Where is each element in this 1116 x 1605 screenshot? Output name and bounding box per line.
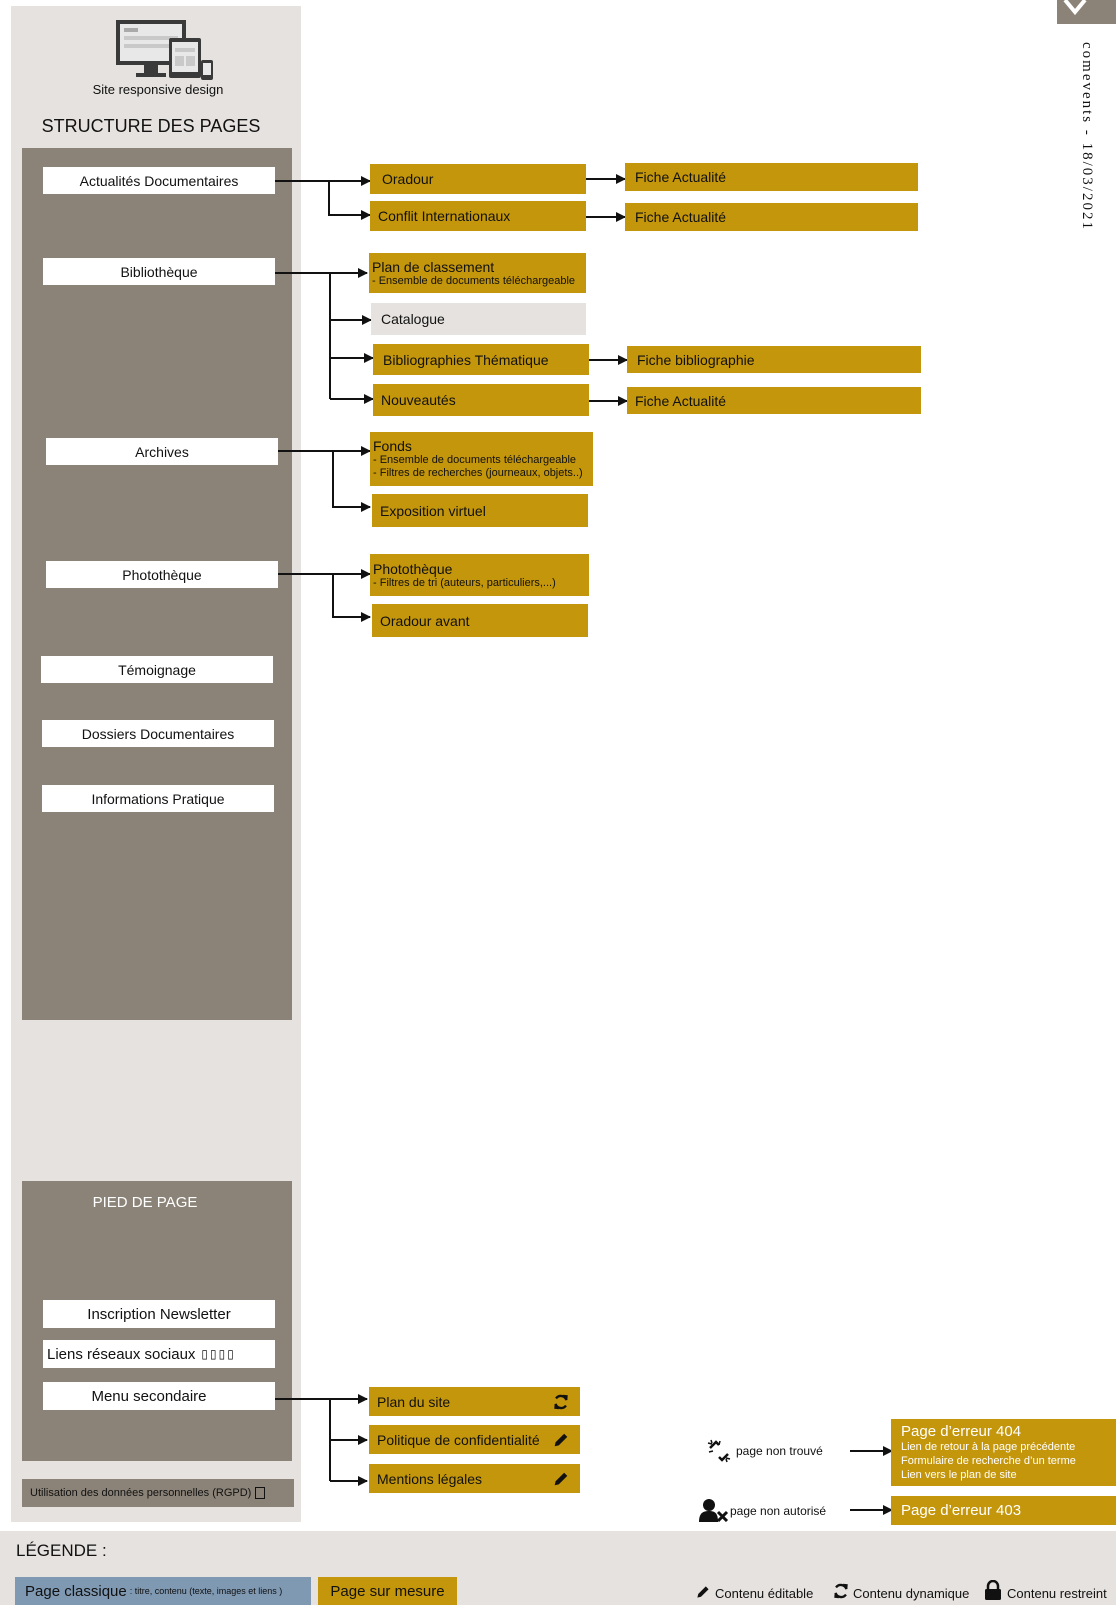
error-404-line-2: Formulaire de recherche d’un terme [901, 1455, 1076, 1467]
not-found-label: page non trouvé [736, 1444, 823, 1458]
page-exposition-virtuel[interactable]: Exposition virtuel [372, 494, 588, 527]
structure-title: STRUCTURE DES PAGES [41, 116, 261, 136]
page-fiche-bibliographie[interactable]: Fiche bibliographie [627, 346, 921, 373]
user-forbidden-icon [699, 1498, 729, 1522]
social-links-label: Liens réseaux sociaux [47, 1345, 196, 1363]
error-403-title: Page d’erreur 403 [901, 1502, 1022, 1519]
pencil-icon [695, 1584, 711, 1600]
nav-item-dossiers[interactable]: Dossiers Documentaires [42, 720, 274, 747]
mentions-label: Mentions légales [377, 1470, 483, 1487]
error-404-title: Page d’erreur 404 [901, 1423, 1022, 1440]
corner-logo [1057, 0, 1116, 24]
politique-label: Politique de confidentialité [377, 1431, 540, 1448]
footer-newsletter[interactable]: Inscription Newsletter [43, 1300, 275, 1328]
plan-du-site-label: Plan du site [377, 1393, 451, 1410]
phototeque-title: Photothèque [373, 560, 453, 577]
page-oradour[interactable]: Oradour [370, 164, 586, 194]
page-fonds[interactable] [370, 432, 593, 486]
fonds-title: Fonds [373, 438, 412, 455]
page-nouveautes[interactable]: Nouveautés [373, 384, 589, 416]
refresh-icon [832, 1582, 850, 1600]
refresh-icon [552, 1393, 570, 1411]
page-politique-confidentialite[interactable] [369, 1425, 580, 1454]
legend-editable: Contenu éditable [715, 1586, 814, 1601]
error-404-line-3: Lien vers le plan de site [901, 1469, 1017, 1481]
legend-classique-label: Page classique [25, 1582, 127, 1600]
forbidden-label: page non autorisé [730, 1504, 827, 1518]
nav-item-temoignage[interactable]: Témoignage [41, 656, 273, 683]
error-403-box[interactable] [891, 1496, 1116, 1525]
social-icons: ▯▯▯▯ [201, 1347, 236, 1361]
footer-menu-secondaire[interactable]: Menu secondaire [43, 1382, 275, 1410]
page-phototeque[interactable] [370, 554, 589, 596]
error-404-box[interactable] [891, 1419, 1116, 1486]
page-bibliographies[interactable]: Bibliographies Thématique [373, 344, 589, 375]
page-plan-classement[interactable] [369, 253, 586, 293]
legend-restreint: Contenu restreint [1007, 1586, 1107, 1601]
page-mentions-legales[interactable] [369, 1464, 580, 1493]
nav-item-phototeque[interactable]: Photothèque [46, 561, 278, 588]
legend-title: LÉGENDE : [16, 1541, 107, 1560]
nav-item-bibliotheque[interactable]: Bibliothèque [43, 258, 275, 285]
page-oradour-avant[interactable]: Oradour avant [372, 604, 588, 637]
rgpd-label: Utilisation des données personnelles (RGPD) [30, 1487, 252, 1499]
nav-item-actualites[interactable]: Actualités Documentaires [43, 167, 275, 194]
page-fiche-actualite-1[interactable]: Fiche Actualité [625, 163, 918, 191]
lock-icon [984, 1580, 1002, 1600]
broken-link-icon [706, 1438, 732, 1464]
fonds-sub-1: - Ensemble de documents téléchargeable [373, 454, 577, 467]
error-404-line-1: Lien de retour à la page précédente [901, 1441, 1076, 1453]
legend-page-sur-mesure: Page sur mesure [318, 1577, 457, 1605]
fonds-sub-2: - Filtres de recherches (journeaux, objets..) [373, 467, 583, 480]
footer-title: PIED DE PAGE [92, 1194, 198, 1211]
page-conflit-internationaux[interactable]: Conflit Internationaux [370, 201, 586, 231]
phototeque-sub: - Filtres de tri (auteurs, particuliers,...) [373, 576, 556, 589]
plan-classement-title: Plan de classement [372, 258, 495, 275]
legend-dynamique: Contenu dynamique [853, 1586, 970, 1601]
plan-classement-sub: - Ensemble de documents téléchargeable [372, 274, 576, 287]
legend-classique-sub: : titre, contenu (texte, images et liens ) [129, 1586, 283, 1596]
corner-vertical-text: comevents - 18/03/2021 [1079, 42, 1095, 231]
device-caption: Site responsive design [92, 82, 224, 97]
nav-item-archives[interactable]: Archives [46, 438, 278, 465]
legend-page-classique [15, 1577, 311, 1605]
pencil-icon [552, 1470, 570, 1488]
page-catalogue[interactable]: Catalogue [371, 303, 586, 335]
nav-item-informations[interactable]: Informations Pratique [42, 785, 274, 812]
pencil-icon [552, 1431, 570, 1449]
page-fiche-actualite-3[interactable]: Fiche Actualité [627, 387, 921, 414]
page-plan-du-site[interactable] [369, 1387, 580, 1416]
page-fiche-actualite-2[interactable]: Fiche Actualité [625, 203, 918, 231]
